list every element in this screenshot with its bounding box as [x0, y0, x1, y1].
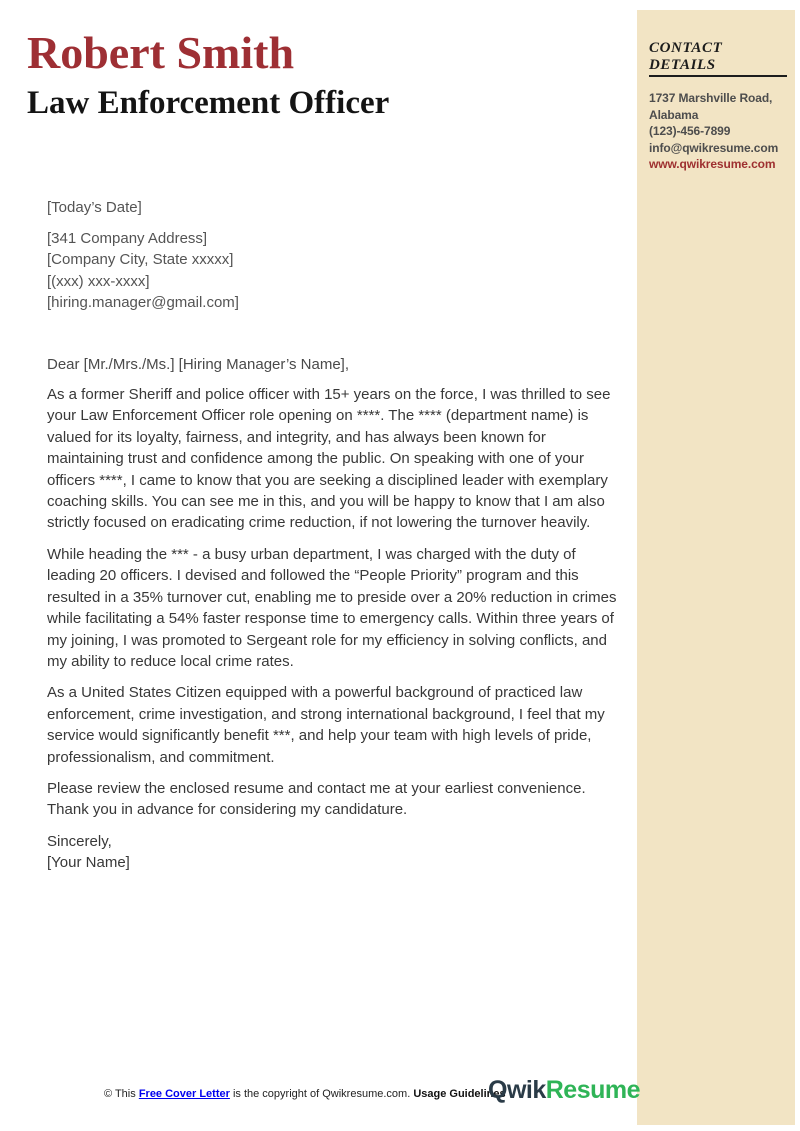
logo-resume-text: Resume: [545, 1076, 641, 1104]
usage-guidelines-link[interactable]: Usage Guidelines: [413, 1088, 506, 1100]
logo-qwik-text: Qwik: [488, 1076, 546, 1104]
copyright-text: [104, 1088, 506, 1100]
salutation: Dear [Mr./Mrs./Ms.] [Hiring Manager’s Name],: [47, 355, 350, 373]
copyright-middle: is the copyright of Qwikresume.com.: [229, 1088, 414, 1100]
letter-paragraph: As a former Sheriff and police officer with 15+ years on the force, I was thrilled to see your Law Enforcement Officer role opening on ****. The **** (department name) is valued for its loyalty, fairness, and integrity, and has always been known for maintaining trust and confidence among the public. On speaking with one of your officers ****, I came to know that you are seeking a disciplined leader with exemplary coaching skills. You can see me in this, and you will be happy to know that I am also strictly focused on eradicating crime reduction, if not lowering the turnover heavily.: [47, 386, 611, 532]
contact-details-heading: CONTACT DETAILS: [649, 40, 787, 77]
main-content: [27, 28, 619, 874]
recipient-line: [(xxx) xxx-xxxx]: [47, 272, 150, 290]
contact-phone: (123)-456-7899: [649, 124, 731, 138]
recipient-line: [341 Company Address]: [47, 230, 208, 248]
signature-block: [47, 831, 619, 874]
closing: Sincerely,: [47, 832, 112, 850]
candidate-name: Robert Smith: [27, 27, 295, 78]
letter-date: [Today’s Date]: [47, 198, 142, 216]
contact-email: info@qwikresume.com: [649, 140, 779, 155]
letter-paragraph: While heading the *** - a busy urban department, I was charged with the duty of leading 20 officers. I devised and followed the “People Priority” program and this resulted in a 35% turnover cut, enabling me to preside over a 20% reduction in crimes while facilitating a 54% faster response time to emergency calls. Within three years of my joining, I was promoted to Sergeant role for my efficiency in solving conflicts, and my ability to reduce local crime rates.: [47, 545, 617, 670]
signature: [Your Name]: [47, 854, 130, 872]
letter-body: [47, 197, 619, 874]
free-cover-letter-link[interactable]: Free Cover Letter: [138, 1088, 230, 1100]
contact-sidebar: [637, 10, 795, 1125]
recipient-block: [47, 228, 619, 314]
recipient-line: [Company City, State xxxxx]: [47, 251, 234, 269]
recipient-line: [hiring.manager@gmail.com]: [47, 294, 239, 312]
contact-address-line2: Alabama: [649, 107, 699, 122]
letter-paragraph: As a United States Citizen equipped with a powerful background of practiced law enforcement, crime investigation, and strong international background, I feel that my service would significantly benefit ***, and help your team with high levels of pride, professionalism, and commitment.: [47, 684, 605, 766]
letter-paragraph: Please review the enclosed resume and contact me at your earliest convenience. Thank you in advance for considering my candidature.: [47, 779, 586, 819]
job-title: Law Enforcement Officer: [27, 84, 390, 121]
contact-address-line1: 1737 Marshville Road,: [649, 91, 773, 105]
qwikresume-logo: [488, 1076, 640, 1105]
contact-website-link[interactable]: www.qwikresume.com: [649, 157, 776, 171]
copyright-prefix: © This: [104, 1088, 139, 1100]
